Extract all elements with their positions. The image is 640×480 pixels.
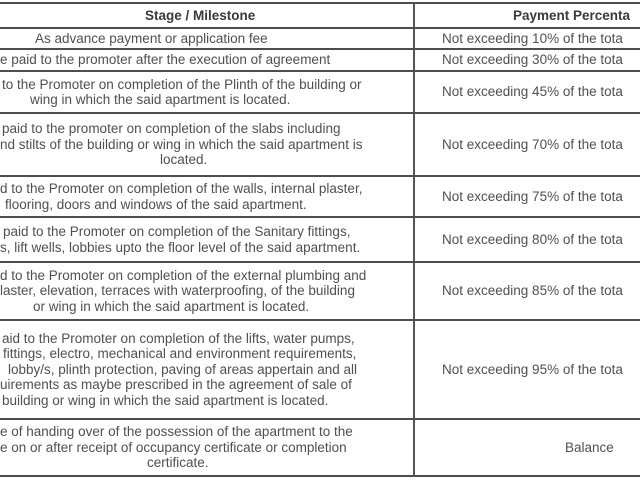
stage-cell [0,114,415,175]
payment-value: Balance [565,439,614,455]
stage-line: wing in which the said apartment is located. [30,92,291,107]
stage-line: e paid to the promoter after the execution of agreement [0,52,331,68]
stage-cell [0,420,415,475]
payment-cell [415,50,640,70]
stage-line: certificate. [147,455,209,471]
stage-cell [0,50,415,70]
payment-value: Not exceeding 95% of the tota [442,361,623,377]
payment-header-label: Payment Percenta [513,7,631,23]
stage-line: fittings, electro, mechanical and environment requirements, [3,346,357,362]
table-header-row [0,4,640,29]
table-row [0,420,640,477]
stage-line: to the Promoter on completion of the Plinth of the building or [2,76,362,92]
stage-line: flooring, doors and windows of the said apartment. [5,196,307,212]
payment-value: Not exceeding 85% of the tota [442,283,623,299]
payment-value: Not exceeding 75% of the tota [442,188,623,204]
table-row [0,114,640,177]
stage-line: uirements as maybe prescribed in the agreement of sale of [0,377,352,393]
payment-header-cell [415,4,640,27]
payment-value: Not exceeding 10% of the tota [442,30,623,46]
stage-line: or wing in which the said apartment is located. [33,298,310,314]
stage-line: paid to the promoter on completion of the slabs including [2,121,341,137]
stage-cell [0,29,415,48]
stage-line: laster, elevation, terraces with waterproofing, of the building [0,283,355,299]
stage-cell [0,218,415,261]
stage-line: aid to the Promoter on completion of the lifts, water pumps, [2,330,355,346]
stage-line: nd stilts of the building or wing in which the said apartment is [0,136,363,152]
stage-line: building or wing in which the said apartment is located. [2,392,329,408]
payment-cell [415,321,640,418]
stage-cell [0,263,415,319]
table-row [0,72,640,114]
payment-cell [415,29,640,48]
table-row [0,50,640,72]
payment-cell [415,177,640,216]
payment-value: Not exceeding 30% of the tota [442,52,623,68]
stage-line: s, lift wells, lobbies upto the floor level of the said apartment. [0,239,361,255]
payment-value: Not exceeding 70% of the tota [442,136,623,152]
payment-cell [415,420,640,475]
payment-cell [415,263,640,319]
stage-cell [0,321,415,418]
payment-value: Not exceeding 45% of the tota [442,84,623,100]
stage-line: located. [160,152,208,168]
stage-line: paid to the Promoter on completion of the Sanitary fittings, [3,224,351,239]
stage-line: e of handing over of the possession of the apartment to the [0,424,353,440]
stage-header-cell [0,4,415,27]
table-row [0,218,640,263]
stage-line: d to the Promoter on completion of the external plumbing and [0,267,367,283]
table-row [0,263,640,321]
payment-schedule-table [0,2,640,477]
stage-line: As advance payment or application fee [35,30,268,46]
payment-cell [415,72,640,112]
stage-line: lobby/s, plinth protection, paving of areas appertain and all [8,361,357,377]
payment-cell [415,114,640,175]
table-row [0,177,640,218]
table-row [0,321,640,420]
stage-cell [0,177,415,216]
stage-cell [0,72,415,112]
table-row [0,29,640,50]
stage-header-label: Stage / Milestone [145,7,256,23]
stage-line: d to the Promoter on completion of the walls, internal plaster, [0,181,363,196]
payment-cell [415,218,640,261]
payment-value: Not exceeding 80% of the tota [442,231,623,247]
stage-line: e on or after receipt of occupancy certificate or completion [0,439,347,455]
